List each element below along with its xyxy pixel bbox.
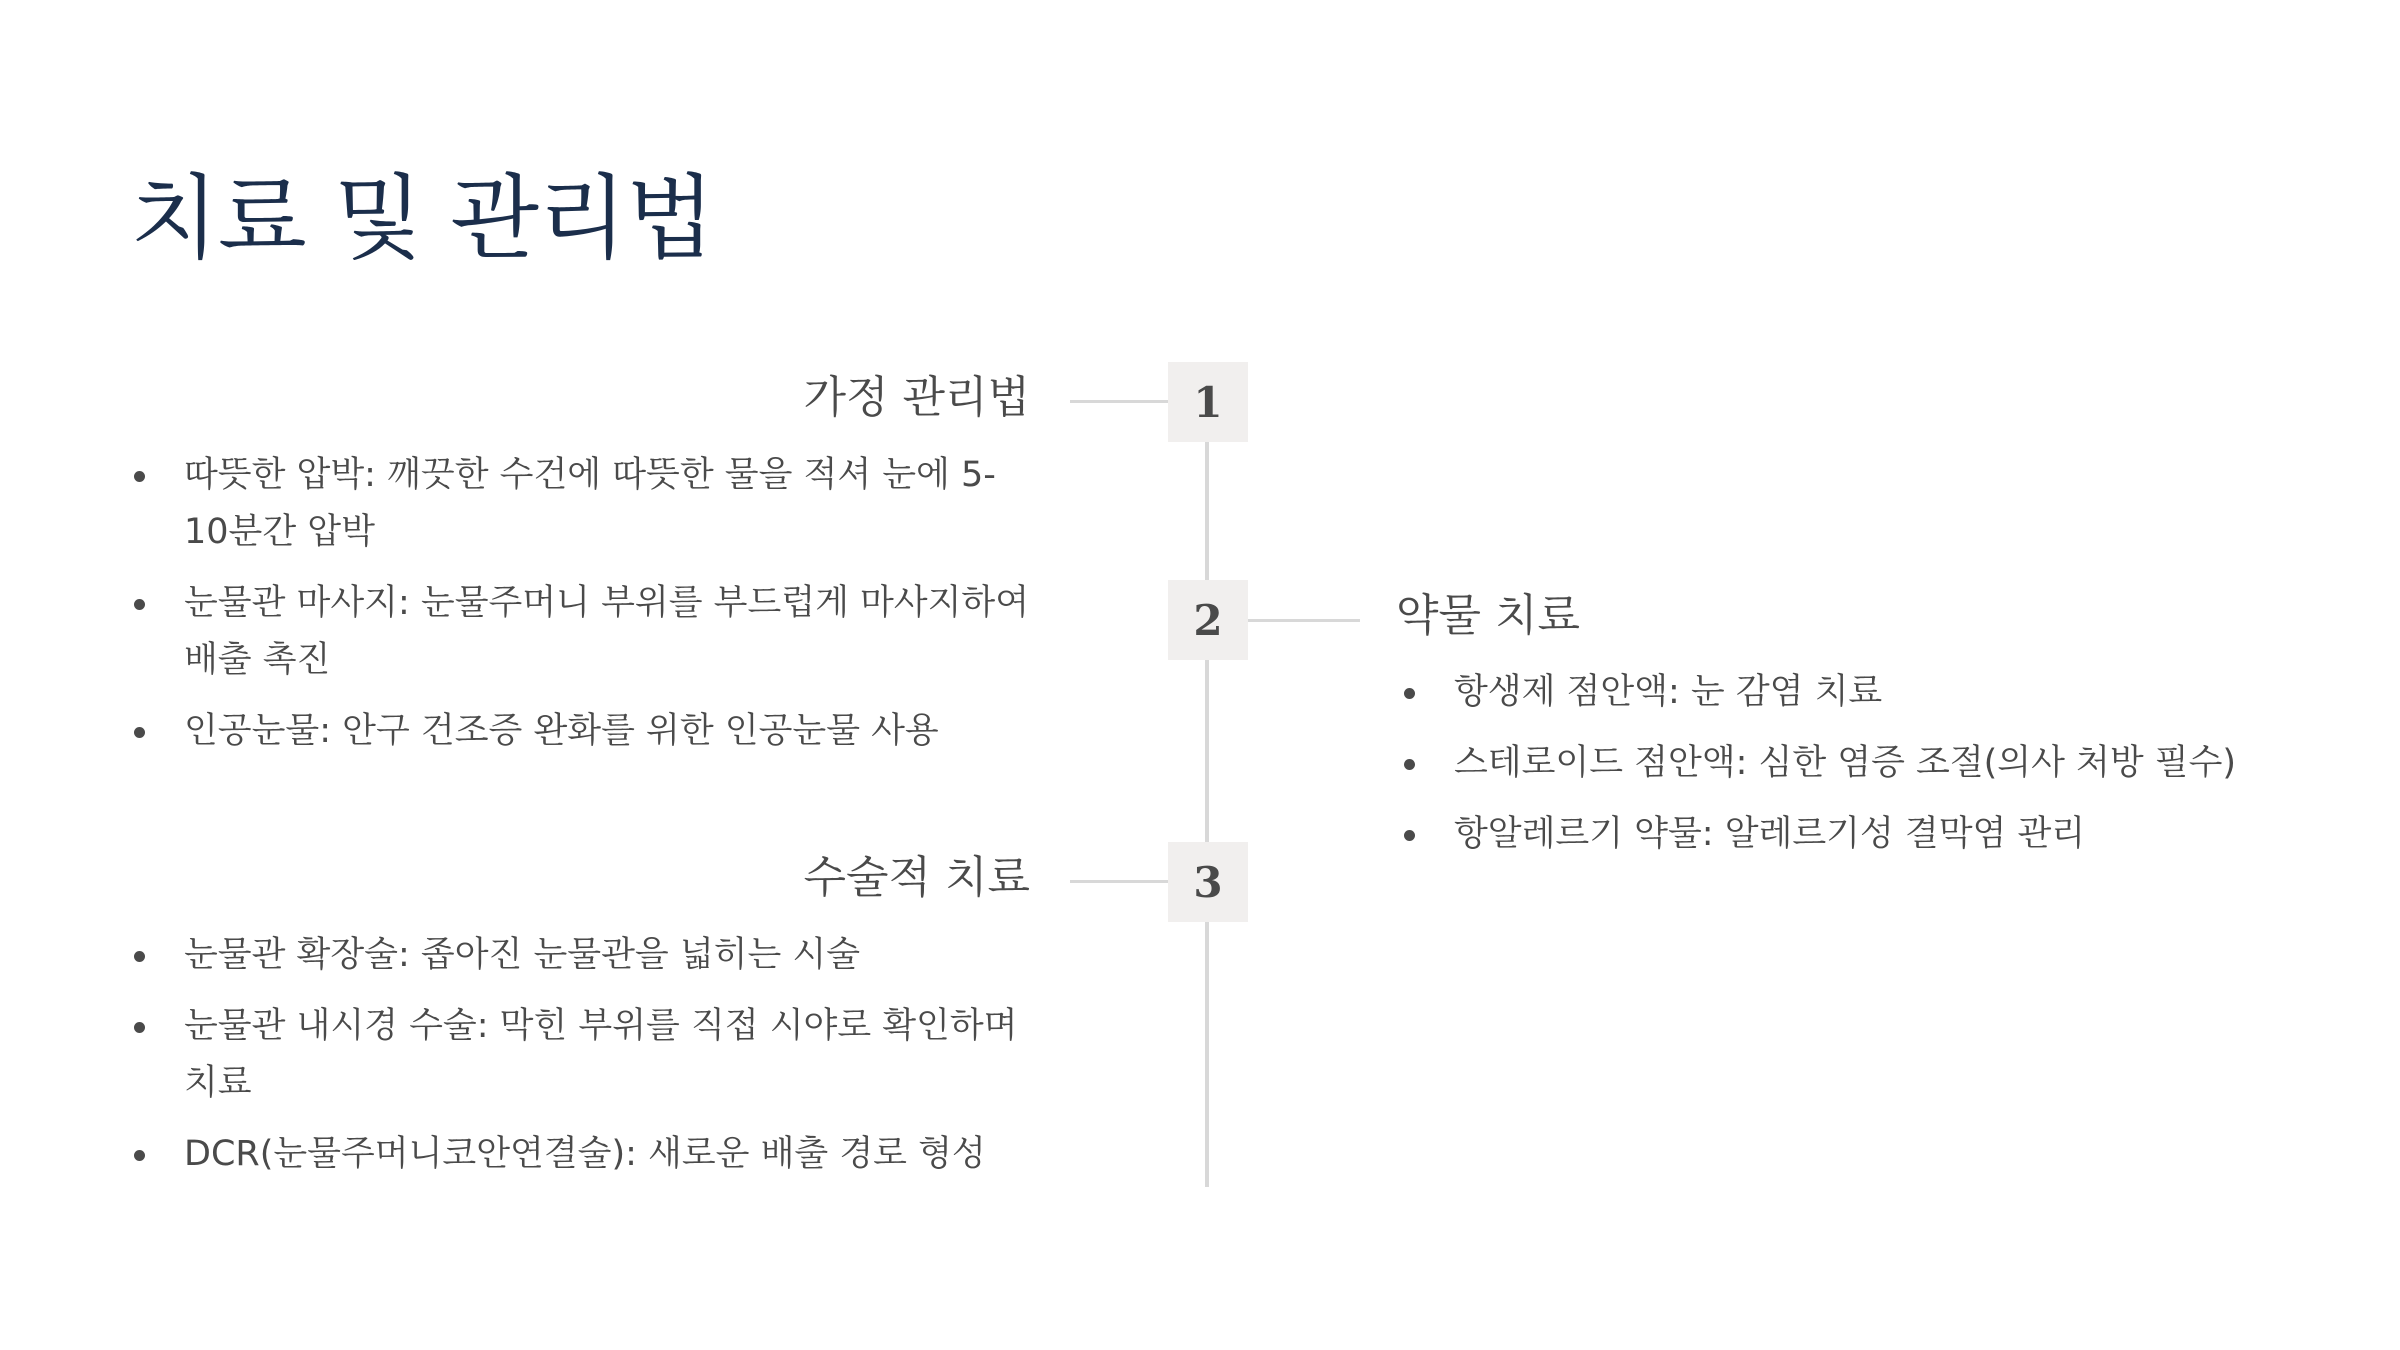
list-item-text: 따뜻한 압박: 깨끗한 수건에 따뜻한 물을 적셔 눈에 5-10분간 압박 [184,455,996,552]
step-1-list [130,447,1030,774]
list-item [130,575,1030,689]
list-item [130,703,1030,760]
step-3-number-box [1168,842,1248,922]
list-item [1400,735,2280,792]
bullet-icon [1404,830,1415,841]
bullet-icon [134,599,145,610]
bullet-icon [134,471,145,482]
list-item [130,927,1030,984]
list-item-text: 눈물관 마사지: 눈물주머니 부위를 부드럽게 마사지하여 배출 촉진 [184,583,1030,680]
step-3-heading: 수술적 치료 [803,852,1030,903]
list-item [1400,806,2280,863]
bullet-icon [1404,759,1415,770]
bullet-icon [1404,688,1415,699]
step-1-heading: 가정 관리법 [803,372,1030,423]
step-3-number: 3 [1193,857,1223,907]
bullet-icon [134,1150,145,1161]
step-1-connector [1070,400,1180,403]
list-item [1400,664,2280,721]
step-1-number-box [1168,362,1248,442]
list-item-text: 항알레르기 약물: 알레르기성 결막염 관리 [1454,814,2086,854]
step-2-heading: 약물 치료 [1396,590,1581,641]
step-2-number: 2 [1193,595,1223,645]
step-2-list [1400,664,2280,877]
list-item-text: 항생제 점안액: 눈 감염 치료 [1454,672,1883,712]
step-3-list [130,927,1030,1197]
bullet-icon [134,951,145,962]
list-item-text: 스테로이드 점안액: 심한 염증 조절(의사 처방 필수) [1454,743,2237,783]
step-3-connector [1070,880,1180,883]
timeline-line [1205,405,1209,1187]
step-1-number: 1 [1193,377,1223,427]
step-2-connector [1248,619,1360,622]
bullet-icon [134,1022,145,1033]
list-item [130,447,1030,561]
list-item [130,1126,1030,1183]
page-title: 치료 및 관리법 [130,165,714,272]
list-item-text: 인공눈물: 안구 건조증 완화를 위한 인공눈물 사용 [184,711,939,751]
step-2-number-box [1168,580,1248,660]
list-item-text: DCR(눈물주머니코안연결술): 새로운 배출 경로 형성 [184,1134,986,1174]
list-item-text: 눈물관 확장술: 좁아진 눈물관을 넓히는 시술 [184,935,861,975]
list-item-text: 눈물관 내시경 수술: 막힌 부위를 직접 시야로 확인하며 치료 [184,1006,1018,1103]
list-item [130,998,1030,1112]
bullet-icon [134,727,145,738]
